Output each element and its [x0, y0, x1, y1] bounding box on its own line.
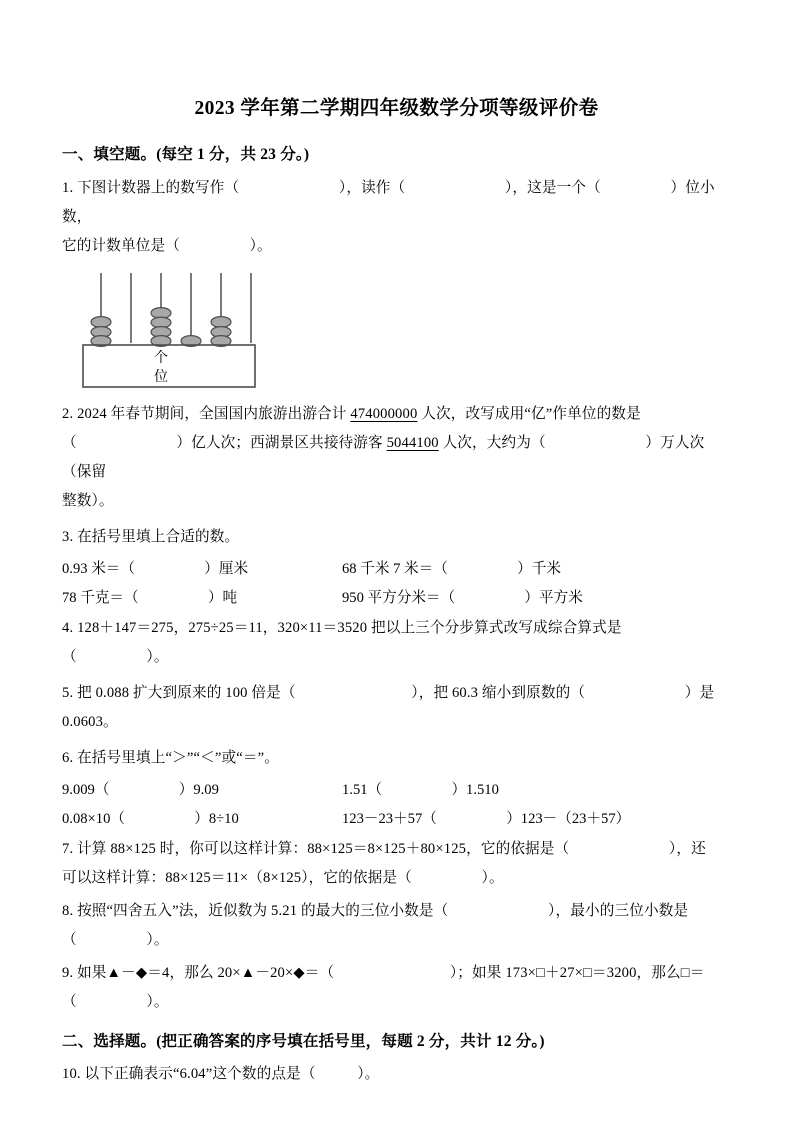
question-8-text-b: ），最小的三位小数是	[548, 902, 689, 919]
question-5	[62, 672, 731, 737]
question-1	[62, 167, 731, 261]
question-3-item-2-left: 68 千米 7 米＝（	[342, 560, 448, 577]
question-6-item-1-left: 9.009（	[62, 781, 110, 798]
question-1-number: 1.	[62, 179, 74, 196]
question-6-item-4-right: ）123－（23＋57）	[506, 810, 631, 827]
question-10	[62, 1053, 731, 1089]
question-6-row-1	[62, 773, 731, 802]
abacus-svg	[73, 271, 263, 389]
question-8	[62, 893, 731, 955]
question-4-text-a: 128＋147＝275，275÷25＝11，320×11＝3520 把以上三个分步算式改写成综合算式是	[77, 619, 622, 636]
abacus-label-char-1: 个	[154, 350, 168, 366]
question-9-text-a: 如果▲－◆＝4，那么 20×▲－20×◆＝（	[77, 964, 335, 981]
question-3-row-1	[62, 552, 731, 581]
question-1-text-e: 它的计数单位是（	[62, 237, 180, 254]
question-7-number: 7.	[62, 840, 74, 857]
section-heading-fill-in-blanks: 一、填空题。(每空 1 分，共 23 分。)	[62, 146, 310, 164]
question-3-item-1-left: 0.93 米＝（	[62, 560, 135, 577]
question-7-text-a: 计算 88×125 时，你可以这样计算：88×125＝8×125＋80×125，它的依据是（	[77, 840, 570, 857]
question-3-item-2	[342, 555, 561, 584]
question-6-number: 6.	[62, 749, 74, 766]
question-5-number: 5.	[62, 684, 74, 701]
question-2-text-f: ）万人次（保留	[62, 434, 705, 480]
question-10-text-a: 以下正确表示“6.04”这个数的点是（	[84, 1065, 316, 1082]
question-6-item-3	[62, 805, 239, 834]
question-7-text-b: ），还	[668, 840, 706, 857]
question-10-number: 10.	[62, 1065, 81, 1082]
question-7-text-c: 可以这样计算：88×125＝11×（8×125），它的依据是（	[62, 869, 412, 886]
section-heading-multiple-choice: 二、选择题。(把正确答案的序号填在括号里，每题 2 分，共计 12 分。)	[62, 1032, 545, 1050]
question-6-prompt: 在括号里填上“＞”“＜”或“＝”。	[77, 749, 280, 766]
abacus-bead-rod1-1	[91, 316, 111, 327]
question-4	[62, 610, 731, 672]
question-3-item-3	[62, 584, 237, 613]
question-3-item-1	[62, 555, 248, 584]
question-3-item-3-left: 78 千克＝（	[62, 589, 139, 606]
question-4-number: 4.	[62, 619, 74, 636]
question-3-item-4-right: ）平方米	[524, 589, 583, 606]
question-6-item-4	[342, 805, 630, 834]
question-3-prompt: 在括号里填上合适的数。	[77, 528, 240, 545]
question-2	[62, 393, 731, 516]
question-2-text-g: 整数）。	[62, 492, 114, 509]
question-8-number: 8.	[62, 902, 74, 919]
question-6-item-2-left: 1.51（	[342, 781, 383, 798]
question-10-text-b: ）。	[357, 1065, 380, 1082]
question-2-text-d: ）亿人次；西湖景区共接待游客	[176, 434, 383, 451]
question-2-text-c: （	[62, 434, 77, 451]
question-3-row-2	[62, 581, 731, 610]
abacus-base-box	[83, 345, 255, 387]
question-8-text-c: （	[62, 931, 77, 948]
question-6-item-2-right: ）1.510	[451, 781, 499, 798]
question-6-row-2	[62, 802, 731, 831]
page-title: 2023 学年第二学期四年级数学分项等级评价卷	[194, 98, 599, 119]
question-1-text-d: ）位小数，	[62, 179, 715, 225]
question-1-text-a: 下图计数器上的数写作（	[77, 179, 240, 196]
question-2-value-2: 5044100	[386, 434, 439, 451]
question-1-text-b: ），读作（	[338, 179, 406, 196]
question-6-item-4-left: 123－23＋57（	[342, 810, 437, 827]
question-3	[62, 516, 731, 552]
question-9-number: 9.	[62, 964, 74, 981]
question-2-value-1: 474000000	[350, 405, 418, 422]
question-2-text-b: 人次，改写成用“亿”作单位的数是	[421, 405, 641, 422]
question-9-text-c: （	[62, 993, 77, 1010]
question-2-text-e: 人次，大约为（	[442, 434, 546, 451]
question-2-text-a: 2024 年春节期间，全国国内旅游出游合计	[77, 405, 347, 422]
question-7-text-d: ）。	[481, 869, 504, 886]
question-8-text-d: ）。	[146, 931, 169, 948]
abacus-bead-rod5-1	[211, 316, 231, 327]
question-4-text-b: （	[62, 648, 77, 665]
question-6-item-1-right: ）9.09	[178, 781, 219, 798]
question-5-text-a: 把 0.088 扩大到原来的 100 倍是（	[77, 684, 296, 701]
question-3-item-1-right: ）厘米	[204, 560, 249, 577]
question-3-item-4	[342, 584, 583, 613]
abacus-beads	[91, 307, 231, 346]
question-6	[62, 737, 731, 773]
question-6-item-3-left: 0.08×10（	[62, 810, 125, 827]
question-3-item-4-left: 950 平方分米＝（	[342, 589, 456, 606]
question-5-text-c: ）是 0.0603。	[62, 684, 715, 730]
question-9-text-b: ）；如果 173×□＋27×□＝3200，那么□＝	[449, 964, 705, 981]
question-2-number: 2.	[62, 405, 74, 422]
question-3-item-2-right: ）千米	[517, 560, 561, 577]
question-7	[62, 831, 731, 893]
question-1-text-f: ）。	[249, 237, 272, 254]
abacus-diagram	[73, 271, 263, 389]
abacus-label-char-2: 位	[154, 369, 168, 385]
question-6-item-1	[62, 776, 219, 805]
question-5-text-b: ），把 60.3 缩小到原数的（	[411, 684, 586, 701]
question-1-text-c: ），这是一个（	[504, 179, 601, 196]
question-3-item-3-right: ）吨	[207, 589, 238, 606]
question-8-text-a: 按照“四舍五入”法，近似数为 5.21 的最大的三位小数是（	[77, 902, 449, 919]
question-4-text-c: ）。	[146, 648, 169, 665]
question-6-item-2	[342, 776, 499, 805]
question-6-item-3-right: ）8÷10	[194, 810, 239, 827]
question-3-number: 3.	[62, 528, 74, 545]
question-9	[62, 955, 731, 1017]
question-9-text-d: ）。	[146, 993, 169, 1010]
